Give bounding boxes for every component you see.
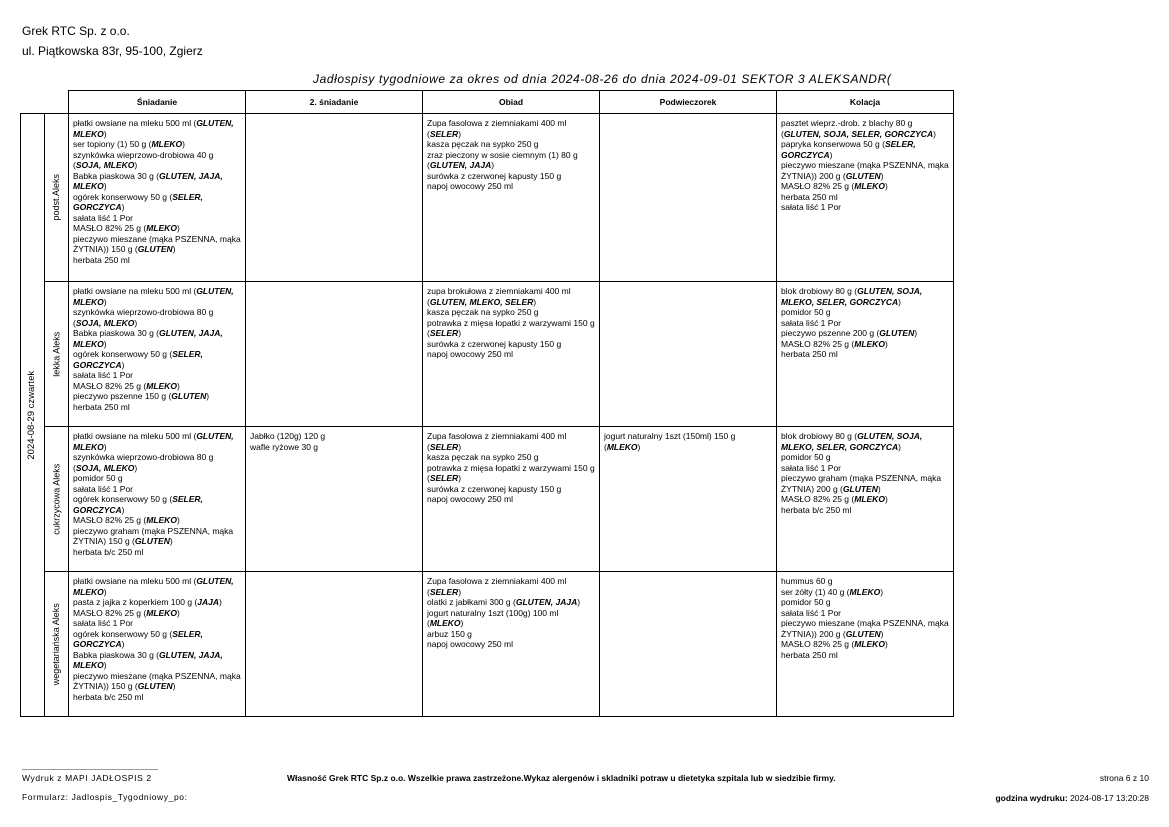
menu-item: MASŁO 82% 25 g (MLEKO) — [781, 639, 888, 649]
menu-item: herbata b/c 250 ml — [781, 504, 852, 515]
menu-item: sałata liść 1 Por — [73, 618, 133, 628]
menu-item: ser żółty (1) 40 g (MLEKO) — [781, 586, 884, 597]
meal-cell-dinner — [777, 427, 954, 572]
menu-item: sałata liść 1 Por — [781, 607, 841, 618]
column-header-lunch: Obiad — [423, 91, 600, 114]
menu-item: pieczywo pszenne 150 g (GLUTEN) — [73, 391, 210, 401]
menu-item: pieczywo mieszane (mąka PSZENNA, mąka ŻYTNIA)) 150 g (GLUTEN) — [73, 670, 241, 691]
menu-item: płatki owsiane na mleku 500 ml (GLUTEN, MLEKO) — [73, 431, 234, 452]
meal-cell-afternoon-snack — [600, 114, 777, 282]
menu-item: MASŁO 82% 25 g (MLEKO) — [73, 515, 180, 525]
menu-item: pomidor 50 g — [73, 473, 123, 483]
footer-ownership: Własność Grek RTC Sp.z o.o. Wszelkie prawa zastrzeżone.Wykaz alergenów i skladniki potraw u dietetyka szpitala lub w siedzibie firmy. — [287, 773, 836, 783]
menu-item: papryka konserwowa 50 g (SELER, GORCZYCA) — [781, 139, 916, 160]
footer-printout: Wydruk z MAPI JADŁOSPIS 2 — [22, 773, 152, 783]
menu-item: MASŁO 82% 25 g (MLEKO) — [781, 494, 888, 504]
meal-cell-second-breakfast — [246, 572, 423, 717]
diet-row — [21, 572, 954, 717]
menu-item: herbata 250 ml — [73, 401, 130, 412]
company-name: Grek RTC Sp. z o.o. — [22, 24, 130, 38]
menu-item: herbata b/c 250 ml — [73, 546, 144, 557]
menu-item: płatki owsiane na mleku 500 ml (GLUTEN, MLEKO) — [73, 118, 234, 139]
menu-item: ogórek konserwowy 50 g (SELER, GORCZYCA) — [73, 191, 203, 212]
date-label: 2024-08-29 czwartek — [26, 370, 38, 460]
menu-item: jogurt naturalny 1szt (150ml) 150 g (MLEKO) — [604, 431, 736, 452]
meal-cell-afternoon-snack — [600, 572, 777, 717]
menu-item: surówka z czerwonej kapusty 150 g — [427, 338, 562, 349]
meal-cell-second-breakfast — [246, 282, 423, 427]
diet-label: podst.Aleks — [51, 174, 62, 221]
page-number: strona 6 z 10 — [1099, 773, 1149, 783]
meal-cell-afternoon-snack — [600, 282, 777, 427]
menu-item: herbata 250 ml — [781, 349, 838, 359]
menu-item: pasta z jajka z koperkiem 100 g (JAJA) — [73, 597, 222, 607]
meal-cell-second-breakfast — [246, 427, 423, 572]
menu-item: ogórek konserwowy 50 g (SELER, GORCZYCA) — [73, 628, 203, 649]
menu-item: surówka z czerwonej kapusty 150 g — [427, 483, 562, 494]
menu-item: sałata liść 1 Por — [781, 202, 841, 212]
menu-item: płatki owsiane na mleku 500 ml (GLUTEN, MLEKO) — [73, 576, 234, 597]
menu-item: Zupa fasolowa z ziemniakami 400 ml (SELER) — [427, 118, 567, 139]
menu-item: szynkówka wieprzowo-drobiowa 80 g (SOJA, MLEKO) — [73, 307, 214, 328]
meal-cell-afternoon-snack — [600, 427, 777, 572]
menu-item: sałata liść 1 Por — [73, 370, 133, 380]
meal-cell-dinner — [777, 114, 954, 282]
print-time — [995, 793, 1149, 803]
menu-item: potrawka z mięsa łopatki z warzywami 150 g (SELER) — [427, 317, 595, 338]
menu-item: napoj owocowy 250 ml — [427, 494, 513, 504]
column-header-dinner: Kolacja — [777, 91, 954, 114]
meal-cell-dinner — [777, 282, 954, 427]
menu-item: zraz pieczony w sosie ciemnym (1) 80 g (GLUTEN, JAJA) — [427, 149, 578, 170]
menu-item: Babka piaskowa 30 g (GLUTEN, JAJA, MLEKO) — [73, 649, 223, 670]
menu-item: płatki owsiane na mleku 500 ml (GLUTEN, MLEKO) — [73, 286, 234, 307]
diet-label: cukrzycowa Aleks — [51, 463, 62, 535]
menu-item: pieczywo mieszane (mąka PSZENNA, mąka ŻYTNIA)) 150 g (GLUTEN) — [73, 233, 241, 254]
menu-item: napoj owocowy 250 ml — [427, 639, 513, 649]
header-blank-date — [21, 91, 45, 114]
menu-table — [20, 90, 954, 717]
menu-item: blok drobiowy 80 g (GLUTEN, SOJA, MLEKO, SELER, GORCZYCA) — [781, 286, 923, 307]
meal-cell-lunch — [423, 282, 600, 427]
menu-item: pieczywo graham (mąka PSZENNA, mąka ŻYTNIA) 150 g (GLUTEN) — [73, 525, 234, 546]
date-cell — [21, 114, 45, 717]
meal-cell-breakfast — [69, 572, 246, 717]
meal-cell-lunch — [423, 114, 600, 282]
menu-item: sałata liść 1 Por — [73, 212, 133, 223]
meal-cell-lunch — [423, 572, 600, 717]
menu-item: jogurt naturalny 1szt (100g) 100 ml (MLEKO) — [427, 607, 559, 628]
diet-label: lekka Aleks — [51, 331, 62, 377]
menu-item: pomidor 50 g — [781, 452, 831, 462]
menu-item: pasztet wieprz.-drob. z blachy 80 g (GLUTEN, SOJA, SELER, GORCZYCA) — [781, 118, 936, 139]
meal-cell-breakfast — [69, 282, 246, 427]
menu-item: hummus 60 g — [781, 576, 833, 586]
diet-row — [21, 427, 954, 572]
menu-item: ogórek konserwowy 50 g (SELER, GORCZYCA) — [73, 349, 203, 370]
menu-item: olatki z jabłkami 300 g (GLUTEN, JAJA) — [427, 597, 581, 607]
menu-item: wafle ryżowe 30 g — [250, 441, 319, 452]
document-title: Jadłospisy tygodniowe za okres od dnia 2024-08-26 do dnia 2024-09-01 SEKTOR 3 ALEKSANDR( — [313, 72, 892, 86]
menu-item: pomidor 50 g — [781, 597, 831, 607]
meal-cell-breakfast — [69, 427, 246, 572]
menu-item: kasza pęczak na sypko 250 g — [427, 452, 539, 462]
menu-item: sałata liść 1 Por — [781, 317, 841, 328]
header-row — [21, 91, 954, 114]
menu-item: potrawka z mięsa łopatki z warzywami 150 g (SELER) — [427, 462, 595, 483]
menu-item: Zupa fasolowa z ziemniakami 400 ml (SELER) — [427, 576, 567, 597]
menu-item: MASŁO 82% 25 g (MLEKO) — [781, 338, 888, 349]
menu-item: kasza pęczak na sypko 250 g — [427, 307, 539, 317]
menu-item: MASŁO 82% 25 g (MLEKO) — [73, 380, 180, 391]
menu-item: szynkówka wieprzowo-drobiowa 80 g (SOJA, MLEKO) — [73, 452, 214, 473]
diet-cell — [45, 282, 69, 427]
menu-item: pieczywo mieszane (mąka PSZENNA, mąka ŻYTNIA)) 200 g (GLUTEN) — [781, 618, 949, 639]
menu-item: Babka piaskowa 30 g (GLUTEN, JAJA, MLEKO) — [73, 328, 223, 349]
menu-item: pomidor 50 g — [781, 307, 831, 317]
print-time-label: godzina wydruku: — [995, 793, 1068, 803]
menu-item: herbata b/c 250 ml — [73, 691, 144, 702]
diet-cell — [45, 114, 69, 282]
menu-item: ser topiony (1) 50 g (MLEKO) — [73, 139, 185, 149]
column-header-afternoon-snack: Podwieczorek — [600, 91, 777, 114]
menu-item: Zupa fasolowa z ziemniakami 400 ml (SELER) — [427, 431, 567, 452]
menu-item: zupa brokułowa z ziemniakami 400 ml (GLUTEN, MLEKO, SELER) — [427, 286, 571, 307]
footer-form: Formularz: Jadlospis_Tygodniowy_po: — [22, 792, 188, 802]
header-blank-diet — [45, 91, 69, 114]
menu-item: napoj owocowy 250 ml — [427, 349, 513, 359]
diet-row — [21, 114, 954, 282]
meal-cell-lunch — [423, 427, 600, 572]
diet-row — [21, 282, 954, 427]
column-header-second-breakfast: 2. śniadanie — [246, 91, 423, 114]
menu-item: kasza pęczak na sypko 250 g — [427, 139, 539, 149]
menu-item: MASŁO 82% 25 g (MLEKO) — [781, 181, 888, 191]
menu-item: sałata liść 1 Por — [73, 483, 133, 494]
company-address: ul. Piątkowska 83r, 95-100, Zgierz — [22, 44, 203, 58]
menu-item: pieczywo pszenne 200 g (GLUTEN) — [781, 328, 918, 338]
footer-divider — [22, 769, 158, 770]
meal-cell-second-breakfast — [246, 114, 423, 282]
menu-item: ogórek konserwowy 50 g (SELER, GORCZYCA) — [73, 494, 203, 515]
menu-item: MASŁO 82% 25 g (MLEKO) — [73, 223, 180, 233]
menu-item: herbata 250 ml — [73, 254, 130, 265]
meal-cell-dinner — [777, 572, 954, 717]
menu-item: MASŁO 82% 25 g (MLEKO) — [73, 607, 180, 618]
menu-item: blok drobiowy 80 g (GLUTEN, SOJA, MLEKO, SELER, GORCZYCA) — [781, 431, 923, 452]
menu-item: napoj owocowy 250 ml — [427, 181, 513, 191]
menu-item: pieczywo mieszane (mąka PSZENNA, mąka ŻYTNIA)) 200 g (GLUTEN) — [781, 160, 949, 181]
meal-cell-breakfast — [69, 114, 246, 282]
diet-label: wegetariańska Aleks — [51, 602, 62, 686]
print-time-value: 2024-08-17 13:20:28 — [1070, 793, 1149, 803]
menu-item: szynkówka wieprzowo-drobiowa 40 g (SOJA, MLEKO) — [73, 149, 214, 170]
menu-item: sałata liść 1 Por — [781, 462, 841, 473]
column-header-breakfast: Śniadanie — [69, 91, 246, 114]
menu-item: Babka piaskowa 30 g (GLUTEN, JAJA, MLEKO) — [73, 170, 223, 191]
diet-cell — [45, 572, 69, 717]
menu-item: Jabłko (120g) 120 g — [250, 431, 326, 441]
diet-cell — [45, 427, 69, 572]
menu-item: pieczywo graham (mąka PSZENNA, mąka ŻYTNIA) 200 g (GLUTEN) — [781, 473, 942, 494]
menu-item: herbata 250 ml — [781, 649, 838, 660]
menu-item: herbata 250 ml — [781, 191, 838, 202]
menu-item: arbuz 150 g — [427, 628, 472, 639]
menu-item: surówka z czerwonej kapusty 150 g — [427, 170, 562, 181]
